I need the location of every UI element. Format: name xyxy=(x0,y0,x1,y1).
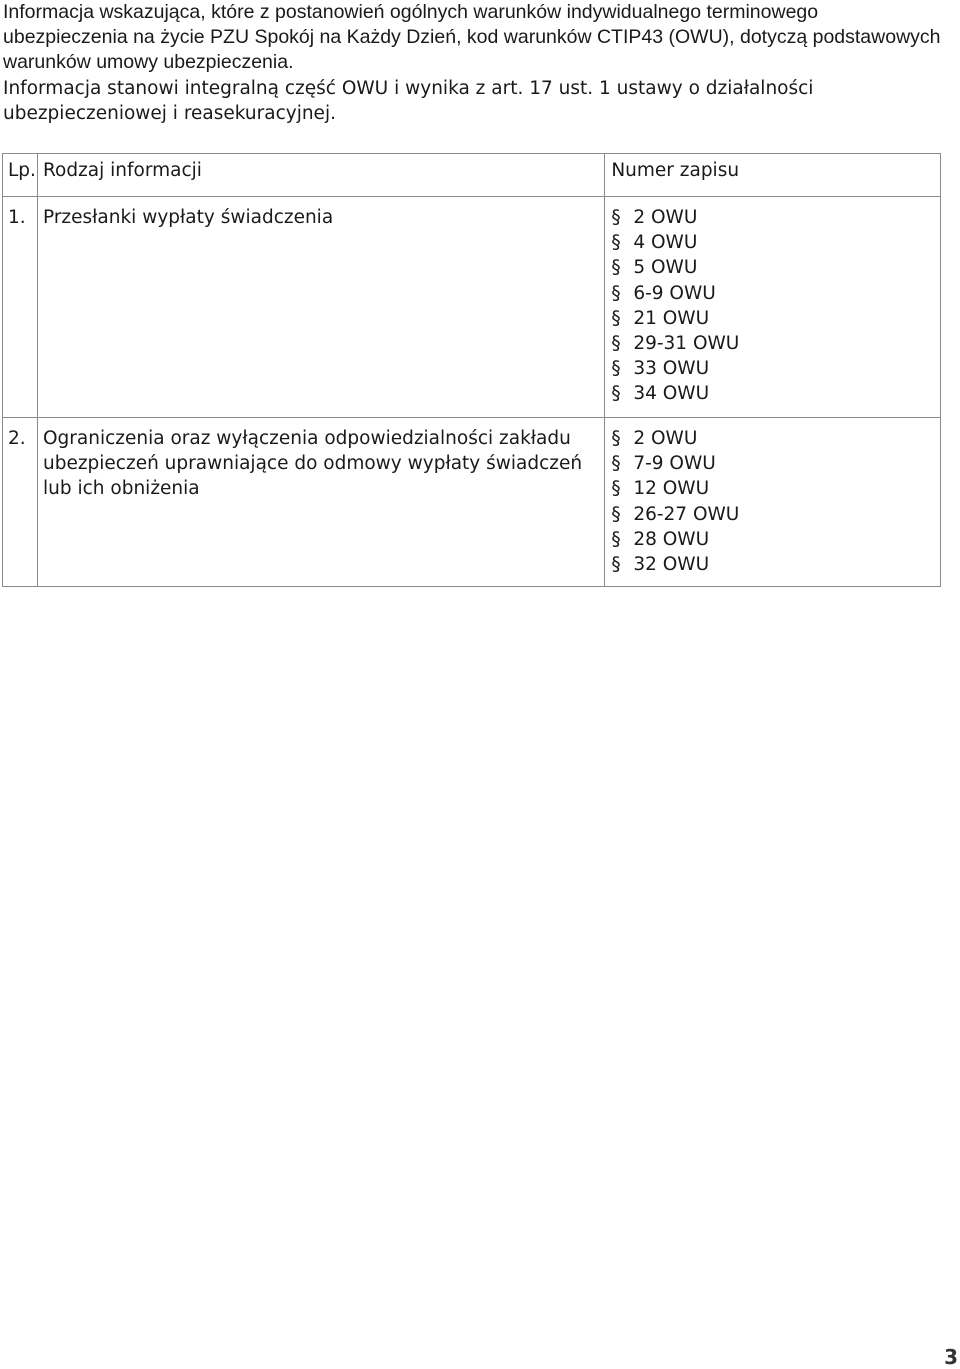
reference-text: 34 OWU xyxy=(633,383,710,405)
section-symbol: § xyxy=(611,257,621,279)
reference-text: 2 OWU xyxy=(633,207,698,228)
section-symbol: § xyxy=(611,503,621,525)
header-numer-zapisu: Numer zapisu xyxy=(605,154,941,197)
row-number: 2. xyxy=(3,418,38,587)
page-number: 3 xyxy=(944,1345,958,1369)
reference-list xyxy=(611,205,940,407)
section-symbol: § xyxy=(611,553,621,575)
reference-text: 26-27 OWU xyxy=(633,503,740,525)
row-description: Ograniczenia oraz wyłączenia odpowiedzialności zakładu ubezpieczeń uprawniające do odmowy wypłaty świadczeń lub ich obniżenia xyxy=(37,418,604,587)
section-symbol: § xyxy=(611,332,621,354)
reference-text: 32 OWU xyxy=(633,553,710,575)
reference-item xyxy=(611,476,940,501)
reference-list xyxy=(611,426,940,577)
section-symbol: § xyxy=(611,453,621,475)
reference-item xyxy=(611,331,940,356)
section-symbol: § xyxy=(611,282,621,304)
reference-item xyxy=(611,281,940,306)
section-symbol: § xyxy=(611,428,621,449)
reference-text: 29-31 OWU xyxy=(633,332,740,354)
reference-text: 7-9 OWU xyxy=(633,453,716,475)
section-symbol: § xyxy=(611,478,621,500)
reference-item xyxy=(611,356,940,381)
reference-item xyxy=(611,502,940,527)
section-symbol: § xyxy=(611,528,621,550)
reference-item xyxy=(611,230,940,255)
reference-item xyxy=(611,426,940,451)
reference-text: 6-9 OWU xyxy=(633,282,716,304)
intro-paragraph-1: Informacja wskazująca, które z postanowień ogólnych warunków indywidualnego terminowego ubezpieczenia na życie PZU Spokój na Każdy Dzień, kod warunków CTIP43 (OWU), dotyczą podstawowych warunków umowy ubezpieczenia. xyxy=(3,1,941,74)
reference-text: 28 OWU xyxy=(633,528,710,550)
reference-item xyxy=(611,205,940,230)
row-number: 1. xyxy=(3,197,38,418)
reference-text: 12 OWU xyxy=(633,478,710,500)
intro-paragraph-2: Informacja stanowi integralną część OWU i wynika z art. 17 ust. 1 ustawy o działalności ubezpieczeniowej i reasekuracyjnej. xyxy=(3,77,814,124)
row-references xyxy=(605,418,941,587)
header-lp: Lp. xyxy=(3,154,38,197)
reference-item xyxy=(611,451,940,476)
reference-text: 2 OWU xyxy=(633,428,698,449)
section-symbol: § xyxy=(611,358,621,380)
reference-item xyxy=(611,527,940,552)
section-symbol: § xyxy=(611,232,621,254)
reference-item xyxy=(611,255,940,280)
header-rodzaj-informacji: Rodzaj informacji xyxy=(37,154,604,197)
table-row xyxy=(3,197,941,418)
section-symbol: § xyxy=(611,307,621,329)
intro-text xyxy=(3,0,948,126)
reference-text: 33 OWU xyxy=(633,358,710,380)
section-symbol: § xyxy=(611,383,621,405)
row-references xyxy=(605,197,941,418)
table-row xyxy=(3,418,941,587)
section-symbol: § xyxy=(611,207,621,228)
table-header-row xyxy=(3,154,941,197)
information-table xyxy=(2,153,941,587)
reference-item xyxy=(611,381,940,406)
reference-item xyxy=(611,306,940,331)
reference-text: 4 OWU xyxy=(633,232,698,254)
row-description: Przesłanki wypłaty świadczenia xyxy=(37,197,604,418)
reference-item xyxy=(611,552,940,577)
reference-text: 5 OWU xyxy=(633,257,698,279)
reference-text: 21 OWU xyxy=(633,307,710,329)
